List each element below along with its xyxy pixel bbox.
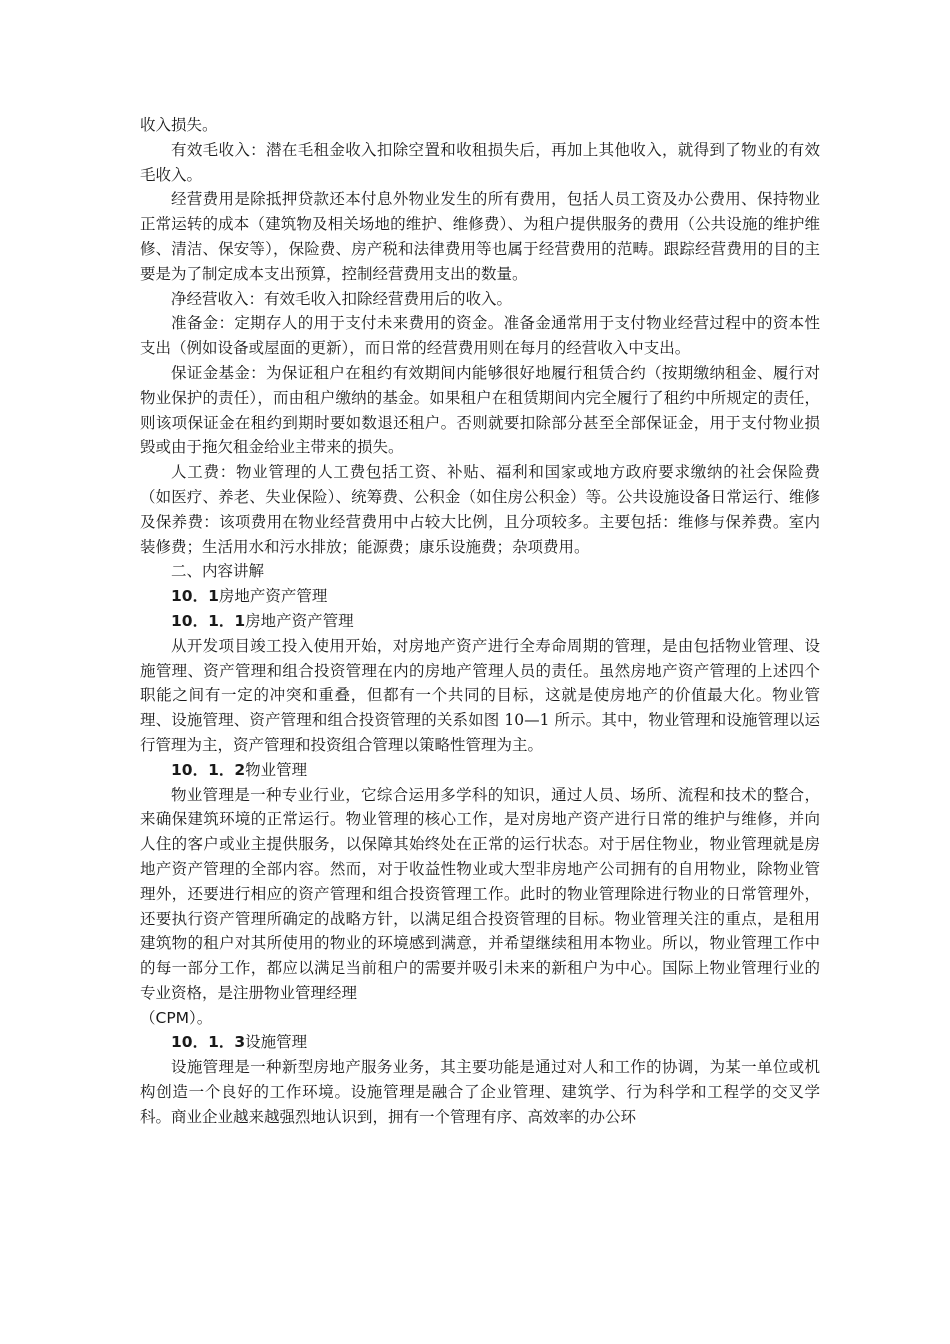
paragraph: 物业管理是一种专业行业，它综合运用多学科的知识，通过人员、场所、流程和技术的整合，来确保建筑环境的正常运行。物业管理的核心工作，是对房地产资产进行日常的维护与维修，并向人住的客户或业主提供服务，以保障其始终处在正常的运行状态。对于居住物业，物业管理就是房地产资产管理的全部内容。然而，对于收益性物业或大型非房地产公司拥有的自用物业，除物业管理外，还要进行相应的资产管理和组合投资管理工作。此时的物业管理除进行物业的日常管理外，还要执行资产管理所确定的战略方针，以满足组合投资管理的目标。物业管理关注的重点，是租用建筑物的租户对其所使用的物业的环境感到满意，并希望继续租用本物业。所以，物业管理工作中的每一部分工作，都应以满足当前租户的需要并吸引未来的新租户为中心。国际上物业管理行业的专业资格，是注册物业管理经理	[140, 785, 820, 1002]
paragraph: 经营费用是除抵押贷款还本付息外物业发生的所有费用，包括人员工资及办公费用、保持物业正常运转的成本（建筑物及相关场地的维护、维修费）、为租户提供服务的费用（公共设施的维护维修、清洁、保安等），保险费、房产税和法律费用等也属于经营费用的范畴。跟踪经营费用的目的主要是为了制定成本支出预算，控制经营费用支出的数量。	[140, 190, 820, 283]
section-title: 设施管理	[245, 1033, 308, 1052]
paragraph: 收入损失。	[140, 116, 218, 134]
section-title: 房地产资产管理	[218, 587, 328, 606]
section-heading-10-1-2	[140, 758, 820, 783]
paragraph: 准备金：定期存人的用于支付未来费用的资金。准备金通常用于支付物业经营过程中的资本性支出（例如设备或屋面的更新），而日常的经营费用则在每月的经营收入中支出。	[140, 314, 820, 358]
section-number: 10．1．3	[171, 1033, 246, 1052]
paragraph: 净经营收入：有效毛收入扣除经营费用后的收入。	[171, 289, 513, 308]
section-label: 二、内容讲解	[171, 562, 265, 581]
section-number: 10．1．1	[171, 611, 246, 630]
section-title: 物业管理	[245, 760, 308, 779]
section-number: 10．1	[171, 587, 219, 606]
section-heading-10-1-3	[140, 1030, 820, 1055]
paragraph: 设施管理是一种新型房地产服务业务，其主要功能是通过对人和工作的协调，为某一单位或机构创造一个良好的工作环境。设施管理是融合了企业管理、建筑学、行为科学和工程学的交叉学科。商业企业越来越强烈地认识到，拥有一个管理有序、高效率的办公环	[140, 1058, 820, 1126]
paragraph: 保证金基金：为保证租户在租约有效期间内能够很好地履行租赁合约（按期缴纳租金、履行对物业保护的责任），而由租户缴纳的基金。如果租户在租赁期间内完全履行了租约中所规定的责任，则该项保证金在租约到期时要如数退还租户。否则就要扣除部分甚至全部保证金，用于支付物业损毁或由于拖欠租金给业主带来的损失。	[140, 363, 820, 457]
section-heading-10-1-1	[140, 609, 820, 634]
document-page	[140, 113, 820, 1130]
paragraph: 人工费：物业管理的人工费包括工资、补贴、福利和国家或地方政府要求缴纳的社会保险费（如医疗、养老、失业保险）、统筹费、公积金（如住房公积金）等。公共设施设备日常运行、维修及保养费：该项费用在物业经营费用中占较大比例，且分项较多。主要包括：维修与保养费。室内装修费；生活用水和污水排放；能源费；康乐设施费；杂项费用。	[140, 463, 820, 556]
section-heading-10-1	[140, 584, 820, 609]
paragraph-tail: （CPM）。	[140, 1008, 213, 1027]
paragraph: 有效毛收入：潜在毛租金收入扣除空置和收租损失后，再加上其他收入，就得到了物业的有效毛收入。	[140, 140, 820, 184]
section-number: 10．1．2	[171, 760, 246, 779]
paragraph: 从开发项目竣工投入使用开始，对房地产资产进行全寿命周期的管理，是由包括物业管理、设施管理、资产管理和组合投资管理在内的房地产管理人员的责任。虽然房地产资产管理的上述四个职能之间有一定的冲突和重叠，但都有一个共同的目标，这就是使房地产的价值最大化。物业管理、设施管理、资产管理和组合投资管理的关系如图 10—1 所示。其中，物业管理和设施管理以运行管理为主，资产管理和投资组合管理以策略性管理为主。	[140, 636, 820, 754]
section-title: 房地产资产管理	[245, 611, 354, 630]
